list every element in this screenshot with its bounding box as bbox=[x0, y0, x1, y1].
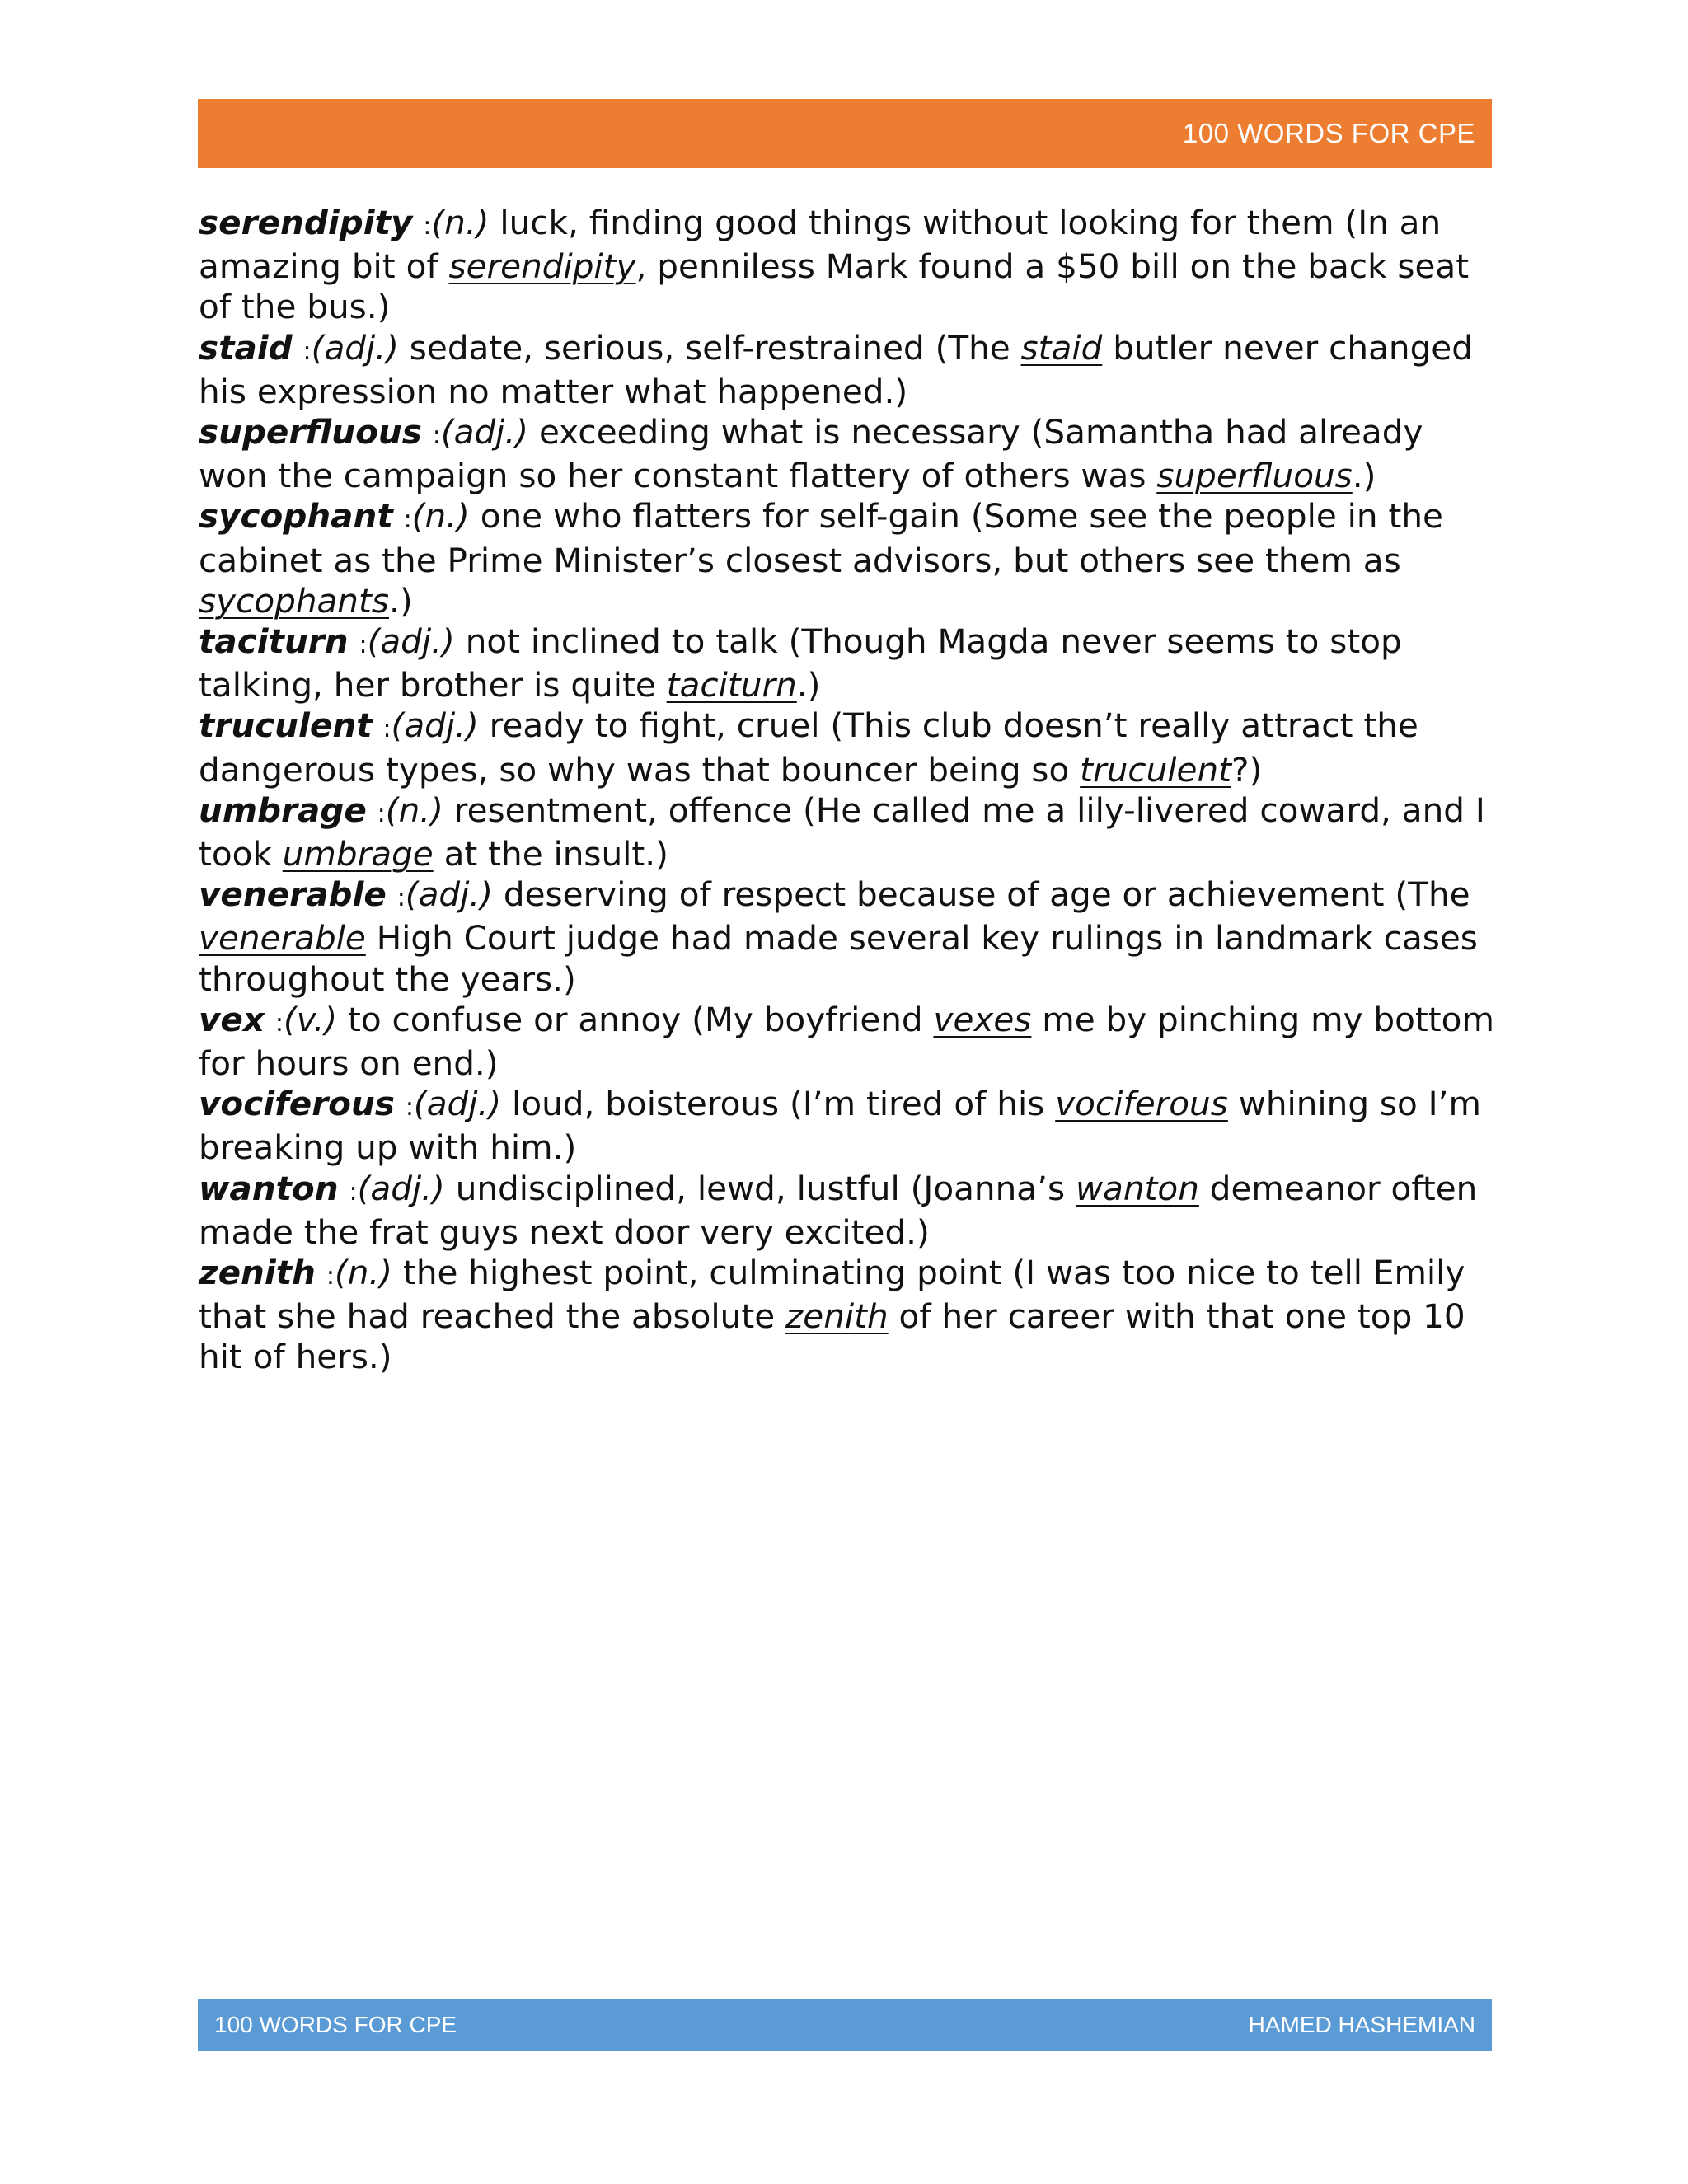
entry-example-word: umbrage bbox=[282, 834, 434, 874]
entry-part-of-speech: (v.) bbox=[283, 999, 338, 1039]
entry-example-word: truculent bbox=[1080, 749, 1232, 790]
entry-example-word: superfluous bbox=[1156, 456, 1353, 496]
entry-definition: to confuse or annoy (My boyfriend bbox=[337, 999, 934, 1039]
entry-example-rest: whining so I’m breaking up with him.) bbox=[199, 1084, 1481, 1168]
page-header bbox=[198, 99, 1492, 168]
entry-definition: not inclined to talk (Though Magda never seems to stop talking, her brother is quite bbox=[199, 621, 1402, 705]
entry-term: staid bbox=[199, 327, 293, 368]
entry-example-rest: demeanor often made the frat guys next door very excited.) bbox=[199, 1168, 1478, 1252]
entry-part-of-speech: (adj.) bbox=[367, 621, 455, 662]
entry-example-word: sycophants bbox=[199, 580, 389, 621]
entry-example-rest: .) bbox=[388, 580, 413, 621]
entry-example-rest: .) bbox=[1352, 456, 1376, 496]
header-title: 100 WORDS FOR CPE bbox=[1182, 118, 1475, 148]
entry-definition: the highest point, culminating point (I was too nice to tell Emily that she had reached the absolute bbox=[199, 1253, 1465, 1337]
entry-term: sycophant bbox=[199, 496, 393, 537]
entry-example-rest: me by pinching my bottom for hours on end.) bbox=[199, 999, 1494, 1084]
entry-term: venerable bbox=[199, 874, 387, 915]
entry-definition: resentment, offence (He called me a lily-livered coward, and I took bbox=[199, 790, 1485, 874]
entry-term: vociferous bbox=[199, 1084, 395, 1124]
entry-definition: one who flatters for self-gain (Some see the people in the cabinet as the Prime Minister’s closest advisors, but others see them as bbox=[199, 496, 1443, 580]
entry-term: truculent bbox=[199, 705, 373, 746]
entry-example-word: staid bbox=[1020, 327, 1103, 368]
vocabulary-entry: umbrage :(n.) resentment, offence (He called me a lily-livered coward, and I took umbrage at the insult.) bbox=[199, 790, 1485, 874]
entry-definition: ready to fight, cruel (This club doesn’t really attract the dangerous types, so why was that bouncer being so bbox=[199, 705, 1418, 790]
entry-example-rest: of her career with that one top 10 hit of hers.) bbox=[199, 1296, 1465, 1377]
entry-part-of-speech: (n.) bbox=[431, 203, 490, 242]
entry-part-of-speech: (n.) bbox=[385, 790, 443, 830]
vocabulary-entry: venerable :(adj.) deserving of respect because of age or achievement (The venerable High Court judge had made several key rulings in landmark cases throughout the years.) bbox=[199, 874, 1478, 999]
vocabulary-entry: superfluous :(adj.) exceeding what is necessary (Samantha had already won the campaign so her constant flattery of others was superfluous.) bbox=[199, 412, 1423, 496]
entry-example-word: vexes bbox=[933, 999, 1032, 1039]
entry-example-rest: butler never changed his expression no matter what happened.) bbox=[199, 327, 1473, 411]
entry-part-of-speech: (adj.) bbox=[311, 327, 399, 368]
vocabulary-entry: serendipity :(n.) luck, finding good things without looking for them (In an amazing bit of serendipity, penniless Mark found a $50 bill on the back seat of the bus.) bbox=[199, 203, 1470, 327]
entry-example-word: taciturn bbox=[666, 665, 797, 705]
vocabulary-entry: sycophant :(n.) one who flatters for self-gain (Some see the people in the cabinet as the Prime Minister’s closest advisors, but others see them as sycophants.) bbox=[199, 496, 1443, 621]
entry-part-of-speech: (n.) bbox=[411, 496, 470, 537]
entry-term: vex bbox=[199, 999, 265, 1039]
entry-example-rest: High Court judge had made several key rulings in landmark cases throughout the years.) bbox=[199, 918, 1478, 999]
entry-term: zenith bbox=[199, 1253, 316, 1293]
entry-definition: exceeding what is necessary (Samantha had already won the campaign so her constant flattery of others was bbox=[199, 412, 1423, 496]
vocabulary-entry: staid :(adj.) sedate, serious, self-restrained (The staid butler never changed his expression no matter what happened.) bbox=[199, 327, 1473, 411]
entry-term: umbrage bbox=[199, 790, 367, 830]
vocabulary-entry: vex :(v.) to confuse or annoy (My boyfriend vexes me by pinching my bottom for hours on end.) bbox=[199, 999, 1494, 1084]
entry-definition: deserving of respect because of age or achievement (The bbox=[493, 874, 1470, 915]
entry-definition: loud, boisterous (I’m tired of his bbox=[501, 1084, 1056, 1124]
entry-part-of-speech: (adj.) bbox=[357, 1168, 445, 1208]
entry-part-of-speech: (adj.) bbox=[391, 705, 479, 746]
entry-part-of-speech: (adj.) bbox=[440, 412, 529, 452]
entry-example-word: wanton bbox=[1075, 1168, 1199, 1208]
vocabulary-entry: taciturn :(adj.) not inclined to talk (Though Magda never seems to stop talking, her brother is quite taciturn.) bbox=[199, 621, 1402, 705]
entry-part-of-speech: (n.) bbox=[334, 1253, 393, 1293]
entry-example-word: venerable bbox=[199, 918, 366, 958]
entry-term: wanton bbox=[199, 1168, 339, 1208]
entry-part-of-speech: (adj.) bbox=[405, 874, 494, 915]
entry-example-word: zenith bbox=[785, 1296, 889, 1337]
vocabulary-entry: truculent :(adj.) ready to fight, cruel (This club doesn’t really attract the dangerous types, so why was that bouncer being so truculent?) bbox=[199, 705, 1418, 790]
page-footer bbox=[198, 1999, 1492, 2051]
entry-example-rest: ?) bbox=[1231, 749, 1263, 790]
entry-definition: luck, finding good things without looking for them (In an amazing bit of bbox=[199, 203, 1442, 287]
entry-term: superfluous bbox=[199, 412, 422, 452]
entry-example-word: vociferous bbox=[1055, 1084, 1228, 1124]
entry-definition: undisciplined, lewd, lustful (Joanna’s bbox=[444, 1168, 1076, 1208]
vocabulary-entry: vociferous :(adj.) loud, boisterous (I’m tired of his vociferous whining so I’m breaking up with him.) bbox=[199, 1084, 1481, 1168]
vocabulary-entry: wanton :(adj.) undisciplined, lewd, lustful (Joanna’s wanton demeanor often made the frat guys next door very excited.) bbox=[199, 1168, 1478, 1252]
entry-example-word: serendipity bbox=[448, 246, 636, 287]
vocabulary-list bbox=[199, 203, 1497, 1378]
footer-left-text: 100 WORDS FOR CPE bbox=[214, 2012, 457, 2037]
entry-example-rest: at the insult.) bbox=[433, 834, 668, 874]
entry-term: serendipity bbox=[199, 203, 413, 242]
entry-example-rest: .) bbox=[796, 665, 821, 705]
entry-part-of-speech: (adj.) bbox=[413, 1084, 502, 1124]
entry-example-rest: , penniless Mark found a $50 bill on the back seat of the bus.) bbox=[199, 246, 1470, 327]
footer-author: HAMED HASHEMIAN bbox=[1248, 2012, 1475, 2037]
vocabulary-entry: zenith :(n.) the highest point, culminating point (I was too nice to tell Emily that she had reached the absolute zenith of her career with that one top 10 hit of hers.) bbox=[199, 1253, 1465, 1377]
entry-term: taciturn bbox=[199, 621, 349, 662]
entry-definition: sedate, serious, self-restrained (The bbox=[398, 327, 1021, 368]
